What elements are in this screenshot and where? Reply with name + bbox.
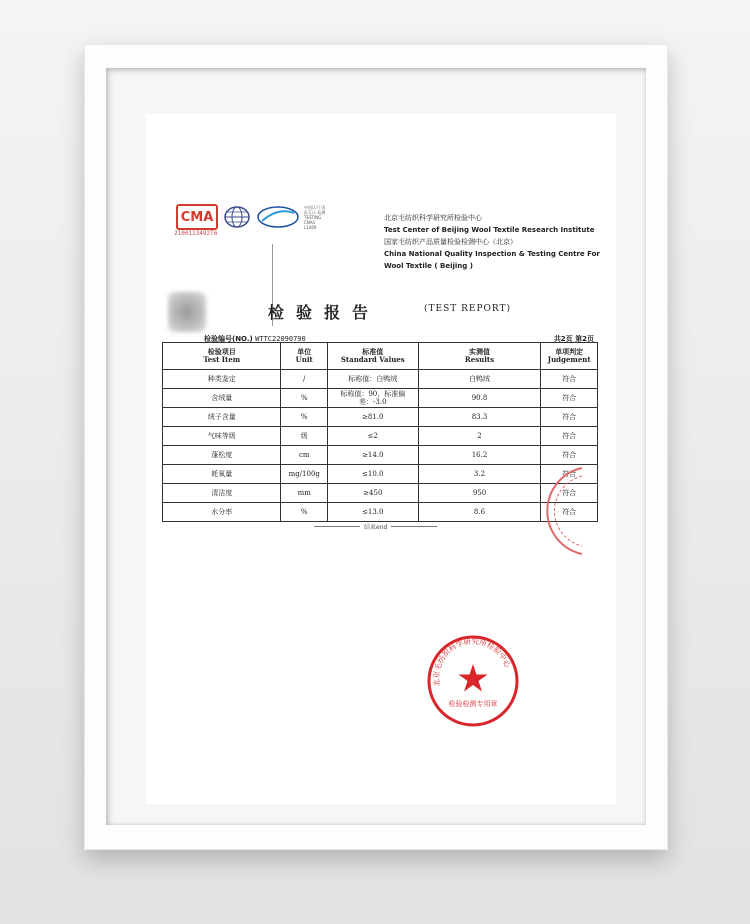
- centre-en-line-2: Wool Textile ( Beijing ): [384, 262, 473, 270]
- cell-unit: %: [281, 389, 328, 408]
- seal-bottom-text: 检验检测专用章: [448, 700, 498, 708]
- ilac-globe-icon: [222, 205, 252, 229]
- frame-mat: [106, 68, 646, 825]
- cell-unit: mg/100g: [281, 465, 328, 484]
- certification-logos: [176, 204, 328, 230]
- cell-standard: ≥81.0: [327, 408, 418, 427]
- cell-item: 耗氧量: [163, 465, 281, 484]
- cell-item: 含绒量: [163, 389, 281, 408]
- cell-unit: %: [281, 408, 328, 427]
- cell-standard: ≤13.0: [327, 503, 418, 522]
- centre-en-line-1: China National Quality Inspection & Testing Centre For: [384, 250, 600, 258]
- results-table: [162, 342, 598, 522]
- table-row: [163, 370, 598, 389]
- table-row: [163, 446, 598, 465]
- cell-item: 蓬松度: [163, 446, 281, 465]
- cell-standard: ≥14.0: [327, 446, 418, 465]
- header-standard-values: 标准值 Standard Values: [327, 343, 418, 370]
- seam-stamp-icon: [542, 466, 582, 556]
- cell-unit: %: [281, 503, 328, 522]
- table-header-row: [163, 343, 598, 370]
- cell-item: 清洁度: [163, 484, 281, 503]
- table-row: [163, 389, 598, 408]
- cell-unit: cm: [281, 446, 328, 465]
- cell-unit: /: [281, 370, 328, 389]
- cell-item: 气味等级: [163, 427, 281, 446]
- end-text: 结束end: [364, 524, 388, 531]
- table-row: [163, 484, 598, 503]
- cell-judge: 符合: [541, 389, 598, 408]
- cell-judge: 符合: [541, 370, 598, 389]
- end-dash-left: [314, 526, 360, 527]
- cell-result: 白鸭绒: [418, 370, 541, 389]
- cell-judge: 符合: [541, 465, 598, 484]
- cnas-note: 中国认可 国际互认 检测 TESTING CNAS L1469: [304, 204, 326, 230]
- cell-standard: ≥450: [327, 484, 418, 503]
- cell-item: 绒子含量: [163, 408, 281, 427]
- cma-logo: CMA: [176, 204, 218, 230]
- report-number-value: WTTC22090790: [255, 335, 306, 343]
- header-test-item: 检验项目 Test Item: [163, 343, 281, 370]
- cell-result: 16.2: [418, 446, 541, 465]
- institute-en: Test Center of Beijing Wool Textile Research Institute: [384, 226, 595, 234]
- cell-result: 950: [418, 484, 541, 503]
- cell-result: 2: [418, 427, 541, 446]
- cell-result: 83.3: [418, 408, 541, 427]
- cell-judge: 符合: [541, 484, 598, 503]
- official-seal-icon: [426, 634, 520, 728]
- centre-cn: 国家毛纺织产品质量检验检测中心（北京）: [384, 238, 517, 246]
- seal-ring-text: 北京毛纺织科学研究所检验中心: [431, 636, 513, 688]
- cell-result: 3.2: [418, 465, 541, 484]
- table-row: [163, 503, 598, 522]
- cell-unit: mm: [281, 484, 328, 503]
- cell-item: 种类鉴定: [163, 370, 281, 389]
- cell-judge: 符合: [541, 446, 598, 465]
- cell-item: 水分率: [163, 503, 281, 522]
- cell-standard: 标称值：90，标准偏差：-3.0: [327, 389, 418, 408]
- cell-judge: 符合: [541, 408, 598, 427]
- cell-judge: 符合: [541, 427, 598, 446]
- cell-result: 8.6: [418, 503, 541, 522]
- cell-standard: ≤10.0: [327, 465, 418, 484]
- table-row: [163, 408, 598, 427]
- cell-standard: 标称值：白鸭绒: [327, 370, 418, 389]
- picture-frame: [84, 44, 668, 850]
- end-dash-right: [391, 526, 437, 527]
- institute-cn: 北京毛纺织科学研究所检验中心: [384, 214, 482, 222]
- end-marker: [314, 522, 437, 531]
- cnas-logo-icon: [256, 205, 300, 229]
- cell-unit: 级: [281, 427, 328, 446]
- blurred-mark: [168, 292, 206, 332]
- cell-result: 90.8: [418, 389, 541, 408]
- table-row: [163, 465, 598, 484]
- cell-judge: 符合: [541, 503, 598, 522]
- report-paper: [146, 114, 616, 804]
- institute-header: [384, 212, 604, 272]
- report-title-en: (TEST REPORT): [424, 304, 512, 314]
- report-number-label: 检验编号(NO.): [204, 335, 253, 343]
- table-row: [163, 427, 598, 446]
- header-unit: 单位 Unit: [281, 343, 328, 370]
- header-judgement: 单项判定 Judgement: [541, 343, 598, 370]
- cell-standard: ≤2: [327, 427, 418, 446]
- header-results: 实测值 Results: [418, 343, 541, 370]
- report-title-cn: 检验报告: [268, 303, 381, 322]
- page-count: 共2页 第2页: [553, 335, 594, 343]
- cma-code: 2100113492T6: [174, 230, 218, 237]
